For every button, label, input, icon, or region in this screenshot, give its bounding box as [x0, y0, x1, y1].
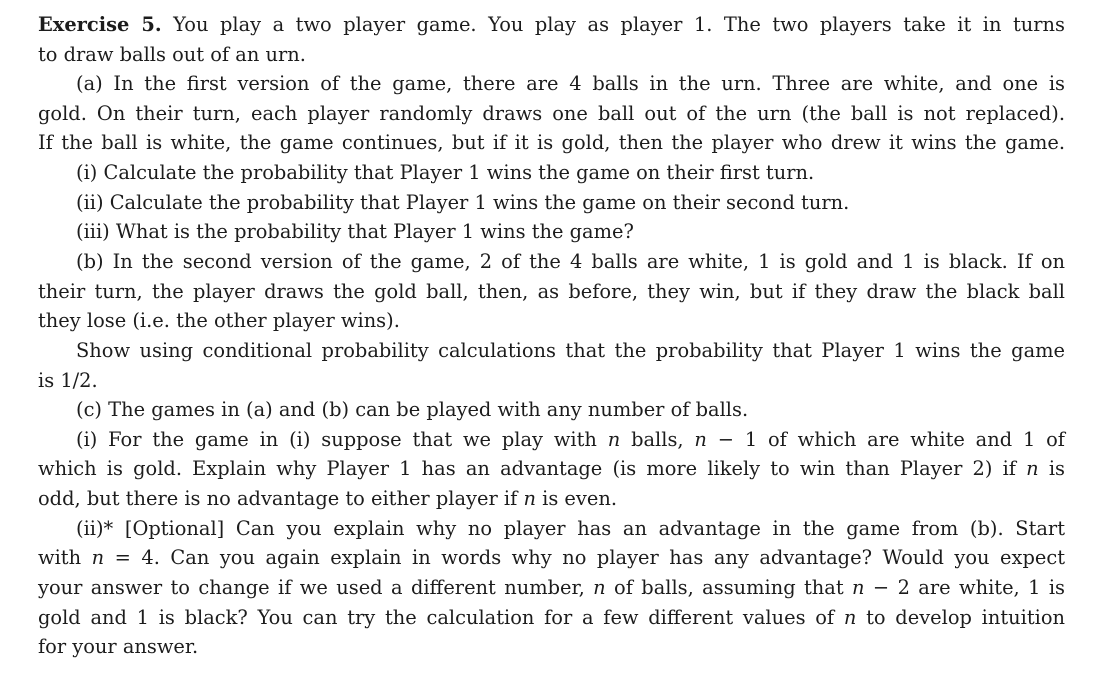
part-a-line-3: If the ball is white, the game continues, but if it is gold, then the player who drew it wins the game. [38, 131, 1065, 154]
part-a-line-2: gold. On their turn, each player randomly draws one ball out of the urn (the ball is not replaced). [38, 102, 1065, 125]
text-run: = 4. Can you again explain in words why no player has any advantage? Would you expect [104, 546, 1065, 569]
text-run: is even. [535, 487, 617, 510]
math-var: n [593, 576, 606, 599]
text-run: balls, [620, 428, 695, 451]
intro-text-1: You play a two player game. You play as player 1. The two players take it in turns [173, 13, 1065, 36]
text-run: − 2 are white, 1 is [864, 576, 1065, 599]
text-run: odd, but there is no advantage to either player if [38, 487, 524, 510]
intro-line-1 [38, 10, 1065, 40]
part-c-ii-line-1: (ii)* [Optional] Can you explain why no player has an advantage in the game from (b). Start [76, 517, 1065, 540]
math-var: n [1026, 457, 1039, 480]
part-c-ii-line-5: for your answer. [38, 635, 199, 658]
text-run: your answer to change if we used a different number, [38, 576, 594, 599]
math-var: n [852, 576, 865, 599]
text-run: is [1038, 457, 1065, 480]
part-c-i-line-2 [38, 454, 1065, 484]
part-b-show-1: Show using conditional probability calculations that the probability that Player 1 wins the game [76, 339, 1065, 362]
part-c-i-line-1 [76, 425, 1065, 455]
part-c-i-line-3 [38, 484, 617, 514]
math-var: n [694, 428, 707, 451]
math-var: n [91, 546, 105, 569]
text-run: gold and 1 is black? You can try the calculation for a few different values of [38, 606, 844, 629]
part-b-line-2: their turn, the player draws the gold ball, then, as before, they win, but if they draw the black ball [38, 280, 1065, 303]
part-b-show-2: is 1/2. [38, 369, 98, 392]
text-run: of balls, assuming that [605, 576, 853, 599]
part-c-line-1: (c) The games in (a) and (b) can be played with any number of balls. [76, 398, 749, 421]
text-run: to develop intuition [856, 606, 1065, 629]
text-run: (i) For the game in (i) suppose that we play with [76, 428, 608, 451]
part-b-line-3: they lose (i.e. the other player wins). [38, 309, 400, 332]
intro-line-2: to draw balls out of an urn. [38, 43, 306, 66]
part-a-ii: (ii) Calculate the probability that Player 1 wins the game on their second turn. [76, 191, 850, 214]
part-b-line-1: (b) In the second version of the game, 2 of the 4 balls are white, 1 is gold and 1 is black. If on [76, 250, 1065, 273]
exercise-title: Exercise 5. [38, 13, 162, 36]
math-var: n [843, 606, 857, 629]
part-c-ii-line-2 [38, 543, 1065, 573]
part-c-ii-line-4 [38, 603, 1065, 633]
part-a-line-1: (a) In the first version of the game, there are 4 balls in the urn. Three are white, and one is [76, 72, 1065, 95]
text-run: with [38, 546, 92, 569]
text-run: which is gold. Explain why Player 1 has an advantage (is more likely to win than Player 2) if [38, 457, 1027, 480]
text-run: − 1 of which are white and 1 of [706, 428, 1065, 451]
part-c-ii-line-3 [38, 573, 1065, 603]
part-a-iii: (iii) What is the probability that Player 1 wins the game? [76, 220, 634, 243]
part-a-i: (i) Calculate the probability that Player 1 wins the game on their first turn. [76, 161, 815, 184]
math-var: n [607, 428, 621, 451]
math-var: n [523, 487, 536, 510]
